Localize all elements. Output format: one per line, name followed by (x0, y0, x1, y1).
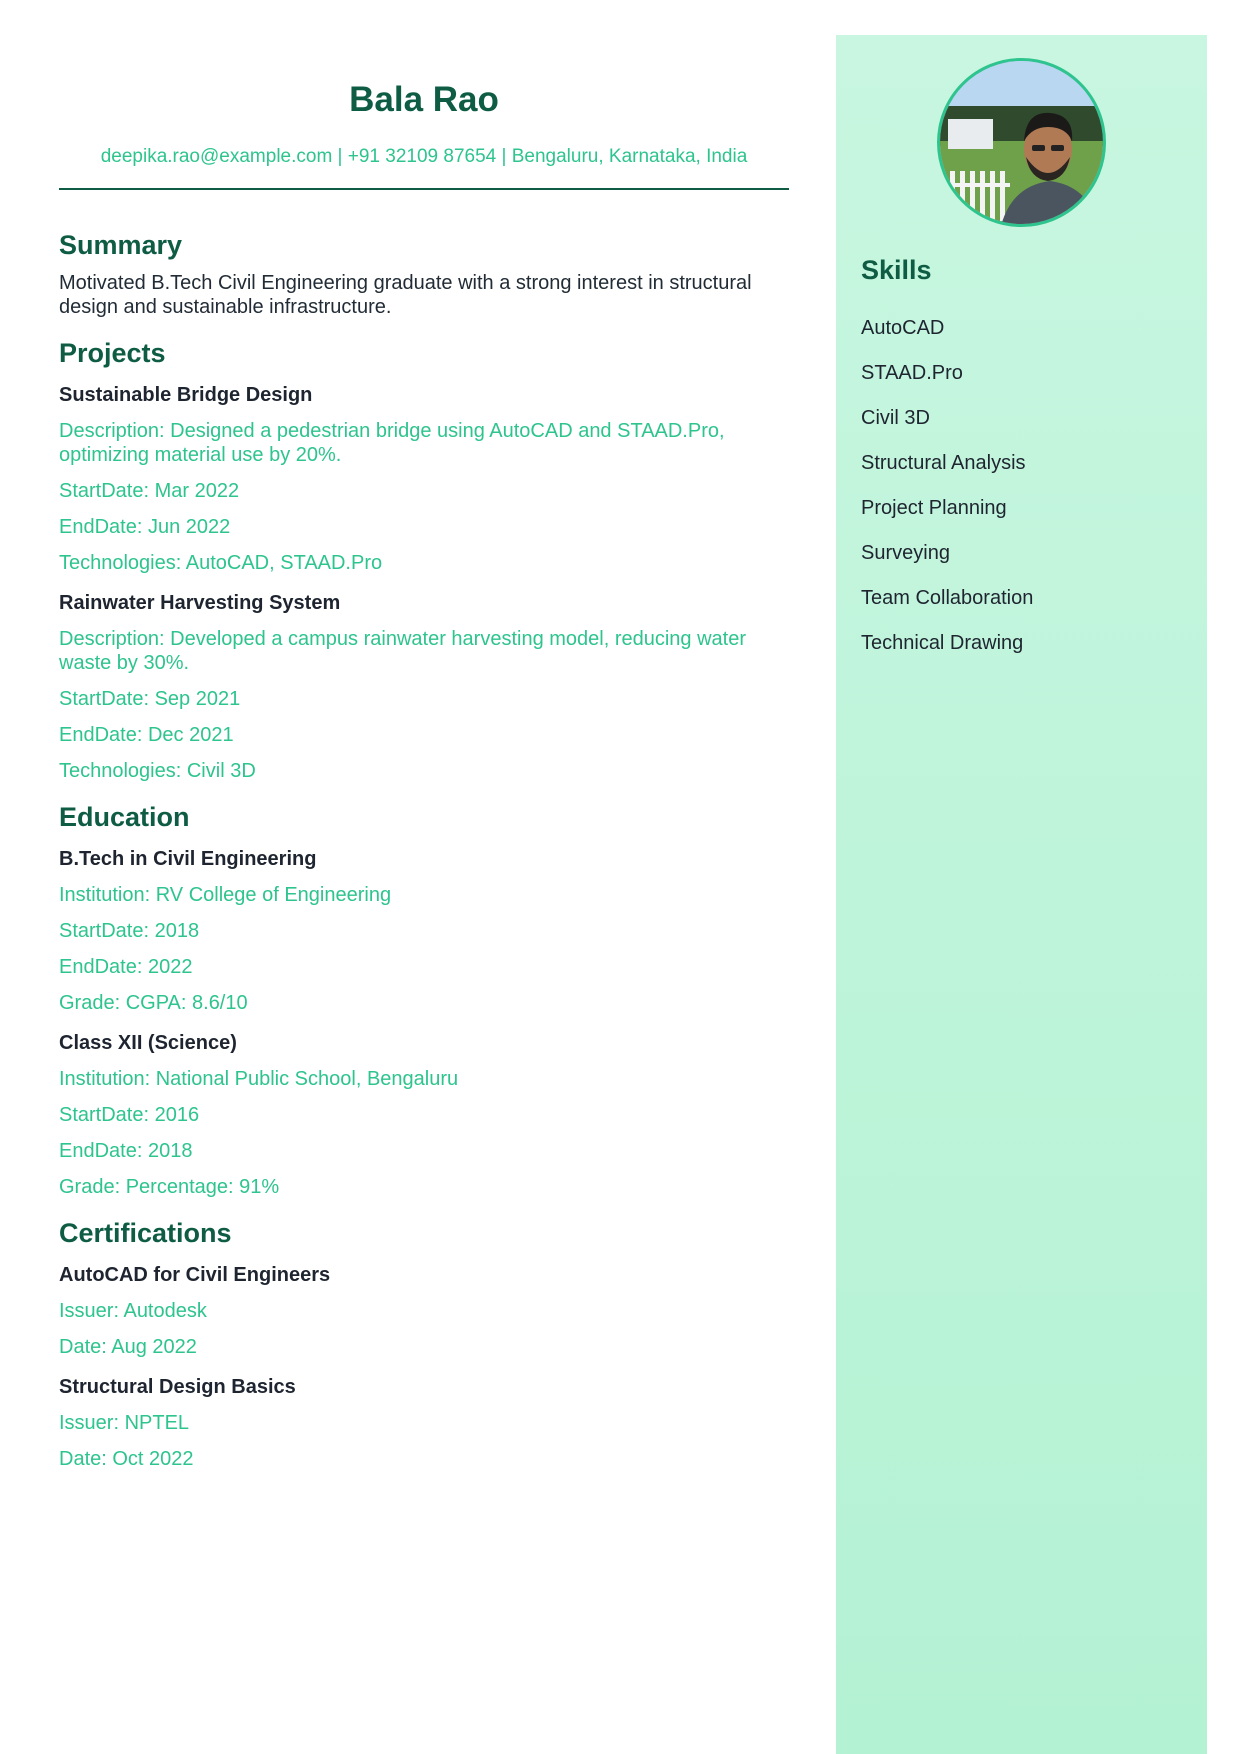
education-heading: Education (59, 802, 190, 832)
skill-item: AutoCAD (861, 317, 945, 339)
education-degree: B.Tech in Civil Engineering (59, 848, 317, 870)
skill-item: Team Collaboration (861, 587, 1034, 609)
project-technologies: Technologies: AutoCAD, STAAD.Pro (59, 552, 383, 574)
education-start-date: StartDate: 2016 (59, 1104, 200, 1126)
project-description: Description: Designed a pedestrian bridge using AutoCAD and STAAD.Pro, optimizing material use by 20%. (59, 420, 725, 466)
skill-item: Structural Analysis (861, 452, 1026, 474)
certification-name: Structural Design Basics (59, 1376, 296, 1398)
project-entry (59, 585, 789, 789)
skill-item: Surveying (861, 542, 950, 564)
education-end-date: EndDate: 2018 (59, 1140, 193, 1162)
education-grade: Grade: CGPA: 8.6/10 (59, 992, 248, 1014)
project-entry (59, 377, 789, 581)
education-start-date: StartDate: 2018 (59, 920, 200, 942)
project-start-date: StartDate: Sep 2021 (59, 688, 241, 710)
education-institution: Institution: National Public School, Bengaluru (59, 1068, 459, 1090)
education-entry (59, 841, 789, 1021)
project-start-date: StartDate: Mar 2022 (59, 480, 240, 502)
certification-issuer: Issuer: NPTEL (59, 1412, 190, 1434)
project-name: Rainwater Harvesting System (59, 592, 341, 614)
certification-entry (59, 1257, 789, 1365)
skill-item: Project Planning (861, 497, 1007, 519)
certification-date: Date: Oct 2022 (59, 1448, 194, 1470)
certification-issuer: Issuer: Autodesk (59, 1300, 207, 1322)
certifications-heading: Certifications (59, 1218, 232, 1248)
profile-photo (937, 58, 1106, 227)
header-divider (59, 188, 789, 190)
certification-entry (59, 1369, 789, 1477)
skill-item: Civil 3D (861, 407, 930, 429)
sidebar (836, 35, 1207, 1754)
resume-content (59, 225, 789, 1477)
summary-heading: Summary (59, 230, 183, 260)
project-name: Sustainable Bridge Design (59, 384, 313, 406)
projects-heading: Projects (59, 338, 166, 368)
education-grade: Grade: Percentage: 91% (59, 1176, 280, 1198)
education-entry (59, 1025, 789, 1205)
skills-list (861, 306, 1033, 666)
summary-text: Motivated B.Tech Civil Engineering graduate with a strong interest in structural design and sustainable infrastructure. (59, 272, 752, 318)
skill-item: STAAD.Pro (861, 362, 963, 384)
education-degree: Class XII (Science) (59, 1032, 237, 1054)
education-end-date: EndDate: 2022 (59, 956, 193, 978)
skill-item: Technical Drawing (861, 632, 1024, 654)
certification-date: Date: Aug 2022 (59, 1336, 197, 1358)
project-end-date: EndDate: Jun 2022 (59, 516, 231, 538)
certification-name: AutoCAD for Civil Engineers (59, 1264, 331, 1286)
contact-line: deepika.rao@example.com | +91 32109 87654 | Bengaluru, Karnataka, India (100, 146, 748, 167)
project-end-date: EndDate: Dec 2021 (59, 724, 234, 746)
project-description: Description: Developed a campus rainwater harvesting model, reducing water waste by 30%. (59, 628, 747, 674)
education-institution: Institution: RV College of Engineering (59, 884, 392, 906)
candidate-name: Bala Rao (349, 80, 499, 119)
project-technologies: Technologies: Civil 3D (59, 760, 256, 782)
skills-heading: Skills (861, 255, 932, 285)
